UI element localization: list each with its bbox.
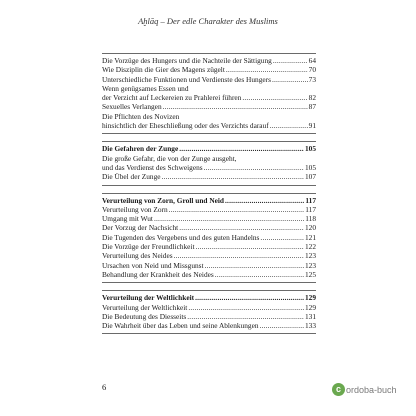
toc-heading: [102, 196, 316, 205]
toc-section: [102, 53, 316, 134]
dot-leader: [195, 293, 304, 302]
toc-page-number: 73: [308, 74, 316, 84]
publisher-logo: [332, 383, 397, 396]
dot-leader: [154, 214, 304, 223]
toc-page-number: 118: [305, 214, 316, 224]
toc-entry-title: Unterschiedliche Funktionen und Verdienste des Hungers: [102, 74, 271, 84]
toc-entry-title: hinsichtlich der Eheschließung oder des Verzichts darauf: [102, 121, 269, 131]
toc-entry-title: Die Vorzüge des Hungers und die Nachteile der Sättigung: [102, 56, 272, 65]
toc-entry: [102, 251, 316, 260]
toc-entry: [102, 172, 316, 181]
toc-entry-title: Umgang mit Wut: [102, 214, 153, 224]
toc-page-number: 105: [304, 162, 316, 172]
toc-heading: [102, 144, 316, 153]
toc-entry-title: Die Tugenden des Vergebens und des guten Handelns: [102, 232, 260, 242]
toc-page-number: 70: [308, 65, 316, 75]
toc-entry: [102, 321, 316, 330]
dot-leader: [174, 251, 304, 260]
toc-entry-title: Verurteilung von Zorn, Groll und Neid: [102, 195, 225, 205]
toc-section: [102, 141, 316, 185]
page-number: 6: [102, 382, 107, 392]
toc-entry-title: Verurteilung der Weltlichkeit: [102, 302, 188, 312]
toc-entry: [102, 102, 316, 111]
dot-leader: [163, 102, 308, 111]
toc-page-number: 122: [304, 242, 316, 252]
toc-page-number: 120: [304, 223, 316, 233]
toc-heading: [102, 293, 316, 302]
toc-page-number: 117: [305, 195, 316, 205]
toc-page-number: 121: [304, 232, 316, 242]
dot-leader: [242, 93, 307, 102]
dot-leader: [273, 56, 308, 65]
dot-leader: [179, 223, 304, 232]
toc-entry: [102, 223, 316, 232]
table-of-contents: [102, 53, 316, 341]
dot-leader: [162, 172, 304, 181]
toc-entry: [102, 270, 316, 279]
toc-entry-line: Die Pflichten des Novizen: [102, 111, 180, 121]
toc-entry-title: Die Gefahren der Zunge: [102, 144, 179, 154]
toc-entry-title: Der Vorzug der Nachsicht: [102, 223, 179, 233]
toc-page-number: 133: [304, 321, 316, 331]
toc-entry-title: Sexuelles Verlangen: [102, 102, 162, 112]
toc-entry-title: Verurteilung des Neides: [102, 251, 173, 261]
dot-leader: [187, 312, 304, 321]
toc-page-number: 64: [308, 56, 316, 65]
toc-page-number: 123: [304, 251, 316, 261]
toc-page-number: 91: [308, 121, 316, 131]
toc-entry-title: Wie Disziplin die Gier des Magens zügelt: [102, 65, 225, 75]
toc-page-number: 129: [304, 302, 316, 312]
toc-page-number: 82: [308, 93, 316, 103]
dot-leader: [179, 144, 304, 153]
toc-entry: [102, 233, 316, 242]
toc-page-number: 107: [304, 172, 316, 182]
toc-page-number: 87: [308, 102, 316, 112]
dot-leader: [215, 270, 304, 279]
toc-page-number: 131: [304, 311, 316, 321]
dot-leader: [204, 163, 304, 172]
toc-entry: [102, 214, 316, 223]
toc-entry: [102, 163, 316, 172]
toc-entry: [102, 242, 316, 251]
dot-leader: [188, 303, 304, 312]
toc-entry-line: Die große Gefahr, die von der Zunge ausgeht,: [102, 153, 237, 163]
dot-leader: [260, 233, 304, 242]
toc-page-number: 117: [305, 204, 316, 214]
toc-page-number: 123: [304, 260, 316, 270]
toc-entry: [102, 121, 316, 130]
toc-entry: [102, 75, 316, 84]
dot-leader: [225, 196, 304, 205]
toc-entry: [102, 56, 316, 65]
toc-entry-title: Die Wahrheit über das Leben und seine Ablenkungen: [102, 321, 259, 331]
dot-leader: [260, 321, 304, 330]
toc-section: [102, 193, 316, 284]
toc-entry-title: Verurteilung der Weltlichkeit: [102, 293, 195, 303]
toc-page-number: 125: [304, 269, 316, 279]
toc-entry: [102, 312, 316, 321]
toc-entry-title: der Verzicht auf Leckereien zu Prahlerei führen: [102, 93, 242, 103]
toc-entry-title: Die Übel der Zunge: [102, 172, 161, 182]
dot-leader: [272, 75, 308, 84]
toc-section: [102, 290, 316, 334]
toc-entry: [102, 205, 316, 214]
toc-entry-title: Behandlung der Krankheit des Neides: [102, 269, 214, 279]
toc-entry-title: Die Vorzüge der Freundlichkeit: [102, 242, 195, 252]
toc-entry: [102, 65, 316, 74]
publisher-name: ordoba-buch: [346, 384, 397, 395]
cordoba-logo-icon: c: [332, 383, 345, 396]
toc-page-number: 129: [304, 293, 316, 303]
running-head: Aḫlāq – Der edle Charakter des Muslims: [138, 16, 278, 26]
toc-entry: [102, 93, 316, 102]
dot-leader: [226, 65, 308, 74]
dot-leader: [270, 121, 308, 130]
toc-entry-title: Verurteilung von Zorn: [102, 204, 168, 214]
dot-leader: [169, 205, 305, 214]
toc-entry-line: Wenn genügsames Essen und: [102, 83, 189, 93]
toc-entry-title: Die Bedeutung des Diesseits: [102, 311, 187, 321]
dot-leader: [196, 242, 304, 251]
toc-entry: [102, 303, 316, 312]
toc-entry-title: Ursachen von Neid und Missgunst: [102, 260, 204, 270]
dot-leader: [205, 261, 304, 270]
toc-page-number: 105: [304, 144, 316, 154]
toc-entry-title: und das Verdienst des Schweigens: [102, 162, 203, 172]
toc-entry: [102, 261, 316, 270]
